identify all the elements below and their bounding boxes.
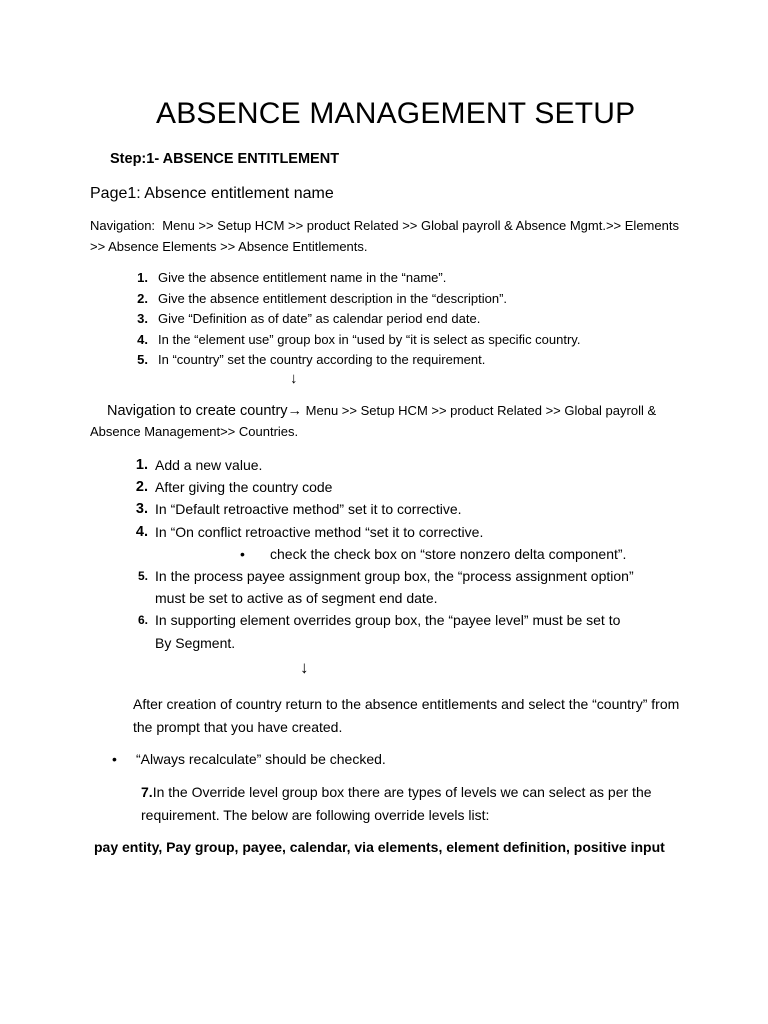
list-item: 3. Give “Definition as of date” as calendar period end date. (137, 311, 481, 326)
list-item: 5. In the process payee assignment group box, the “process assignment option” must be set to active as of segment end date. (137, 568, 634, 607)
navigation-label: Navigation: (90, 218, 156, 233)
arrow-down-icon: ↓ (300, 658, 309, 677)
list-item: 4. In the “element use” group box in “used by “it is select as specific country. (137, 331, 581, 347)
navigation-path (90, 216, 690, 257)
always-recalculate-item: • “Always recalculate” should be checked. (112, 748, 386, 770)
sub-list-item: • check the check box on “store nonzero delta component”. (240, 545, 627, 562)
page-heading: Page1: Absence entitlement name (90, 185, 334, 202)
list-item: 5. In “country” set the country according to the requirement. (137, 352, 486, 367)
list-item: 4. In “On conflict retroactive method “set it to corrective. (135, 523, 484, 540)
country-navigation-path: Menu >> Setup HCM >> product Related >> Global payroll & Absence Management>> Countries. (90, 403, 657, 439)
page-title: ABSENCE MANAGEMENT SETUP (156, 97, 636, 130)
list-item: 1. Add a new value. (135, 457, 263, 473)
override-level-paragraph: 7.In the Override level group box there are types of levels we can select as per the requirement. The below are following override levels list: (141, 784, 652, 823)
country-navigation (90, 401, 700, 442)
arrow-down-icon: ↓ (290, 370, 298, 387)
bullet-icon: • (112, 751, 117, 767)
override-levels-list: pay entity, Pay group, payee, calendar, via elements, element definition, positive input (94, 839, 665, 855)
after-creation-paragraph: After creation of country return to the absence entitlements and select the “country” from the prompt that you have created. (133, 696, 680, 735)
list-item: 2. After giving the country code (135, 479, 333, 496)
country-navigation-lead: Navigation to create country→ (107, 403, 303, 419)
country-steps-list (128, 454, 634, 654)
navigation-path-text: Menu >> Setup HCM >> product Related >> Global payroll & Absence Mgmt.>> Elements >> Absence Elements >> Absence Entitlements. (90, 218, 679, 254)
list-item: 6. In supporting element overrides group box, the “payee level” must be set to By Segment. (137, 612, 621, 651)
entitlement-steps-list (128, 268, 580, 371)
step-heading: Step:1- ABSENCE ENTITLEMENT (110, 151, 340, 167)
list-item: 1. Give the absence entitlement name in the “name”. (137, 270, 447, 285)
list-item: 3. In “Default retroactive method” set it to corrective. (135, 501, 462, 518)
list-item: 2. Give the absence entitlement description in the “description”. (137, 290, 508, 306)
